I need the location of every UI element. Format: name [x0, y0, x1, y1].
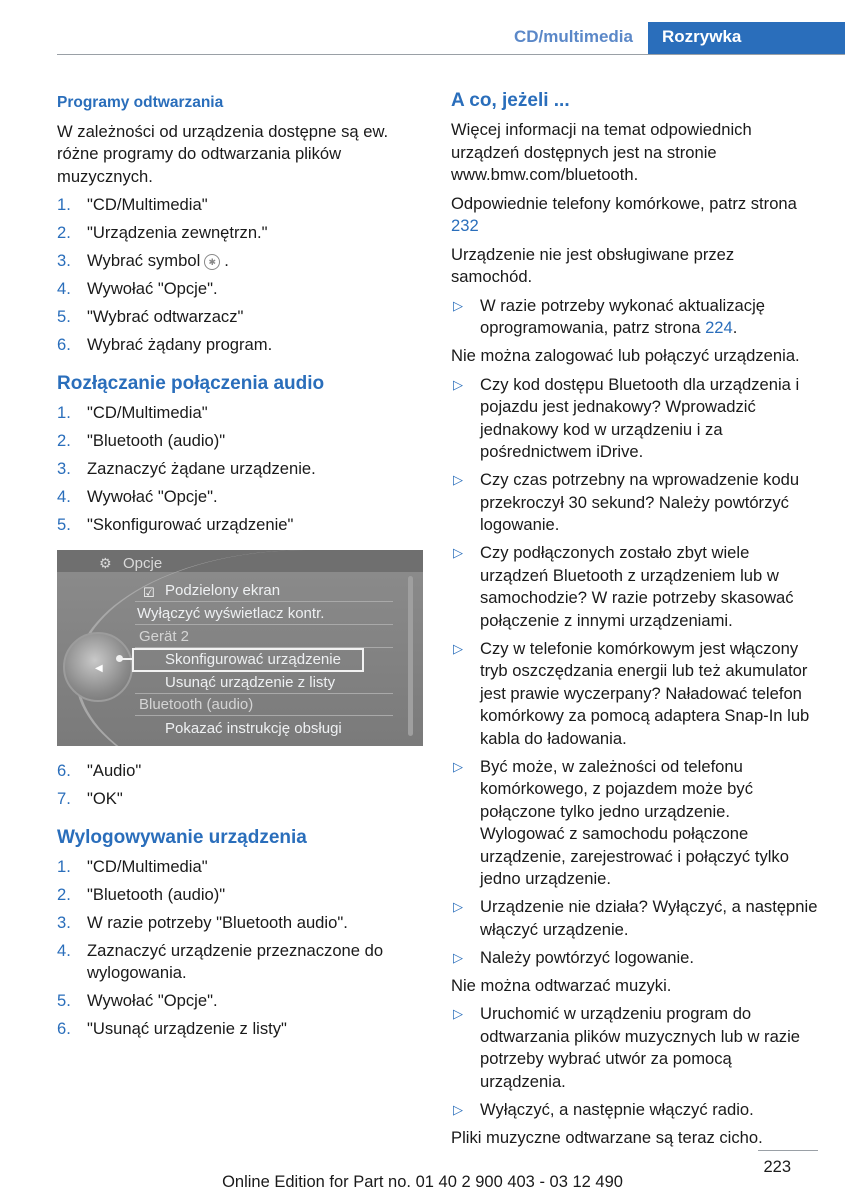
idrive-options-screenshot — [57, 550, 423, 746]
step-text: "Wybrać odtwarzacz" — [87, 307, 244, 326]
menu-item-configure-device: Skonfigurować urządzenie — [165, 651, 341, 668]
screen-title: Opcje — [123, 555, 163, 572]
options-gear-icon: ⚙ — [99, 555, 112, 571]
step-number: 7. — [57, 789, 71, 808]
phones-paragraph — [451, 193, 819, 238]
music-bullets — [451, 1003, 819, 1121]
list-item — [57, 222, 425, 245]
step-number: 4. — [57, 279, 71, 298]
step-text: "CD/Multimedia" — [87, 195, 208, 214]
step-number: 4. — [57, 940, 71, 960]
step-suffix: . — [224, 251, 229, 270]
step-text: Zaznaczyć żądane urządzenie. — [87, 458, 316, 478]
list-item — [57, 788, 425, 811]
step-text: "CD/Multimedia" — [87, 856, 208, 876]
page-number: 223 — [763, 1158, 791, 1176]
disconnect-steps — [57, 402, 425, 537]
troubleshooting-heading: A co, jeżeli ... — [451, 90, 570, 111]
step-text: "Skonfigurować urządzenie" — [87, 514, 294, 534]
menu-item-display-off: Wyłączyć wyświetlacz kontr. — [137, 605, 325, 622]
page-header — [0, 0, 845, 56]
list-item — [57, 458, 425, 481]
left-column — [57, 88, 425, 1046]
list-item — [57, 194, 425, 217]
triangle-right-icon: ▷ — [453, 640, 463, 656]
checkbox-checked-icon: ☑ — [143, 585, 155, 600]
header-rule — [57, 54, 845, 55]
list-item — [57, 990, 425, 1013]
step-number: 6. — [57, 1019, 71, 1038]
bullet-text: Urządzenie nie działa? Wyłączyć, a następnie włączyć urządzenie. — [480, 897, 818, 939]
info-paragraph: Więcej informacji na temat odpowiednich urządzeń dostępnych jest na stronie www.bmw.com/bluetooth. — [451, 120, 752, 184]
step-number: 1. — [57, 402, 71, 422]
triangle-right-icon: ▷ — [453, 297, 463, 313]
bullet-text: Należy powtórzyć logowanie. — [480, 947, 694, 967]
bullet-text: Być może, w zależności od telefonu komórkowego, z pojazdem może być połączone tylko jedno urządzenie. Wylogować z samochodu połączone urządzenie, zarejestrować i połączyć tylko jedno urządzenie. — [480, 756, 789, 888]
step-number: 2. — [57, 884, 71, 904]
step-number: 5. — [57, 514, 71, 534]
step-text: "Audio" — [87, 761, 142, 780]
list-item — [451, 1099, 819, 1122]
list-item — [451, 896, 819, 941]
bullet-text: Czy podłączonych zostało zbyt wiele urządzeń Bluetooth z urządzeniem lub w samochodzie? W razie potrzeby skasować połączenie z innymi urządzeniami. — [480, 543, 794, 630]
step-number: 3. — [57, 458, 71, 478]
connect-bullets — [451, 374, 819, 970]
step-number: 5. — [57, 991, 71, 1010]
step-number: 1. — [57, 856, 71, 876]
list-item — [57, 760, 425, 783]
phones-text: Odpowiednie telefony komórkowe, patrz strona — [451, 193, 797, 213]
step-text: Wybrać symbol — [87, 251, 201, 270]
controller-knob-icon — [63, 632, 133, 702]
list-item — [451, 295, 819, 340]
step-text: "Bluetooth (audio)" — [87, 884, 226, 904]
menu-item-show-manual: Pokazać instrukcję obsługi — [165, 720, 342, 737]
programs-intro: W zależności od urządzenia dostępne są ew. różne programy do odtwarzania plików muzycznych. — [57, 121, 389, 186]
step-text: "OK" — [87, 789, 123, 808]
page-link-232[interactable]: 232 — [451, 216, 479, 235]
no-music-paragraph: Nie można odtwarzać muzyki. — [451, 975, 672, 995]
list-item — [57, 856, 425, 879]
list-item — [57, 486, 425, 509]
step-text: Wybrać żądany program. — [87, 335, 273, 354]
list-item — [451, 542, 819, 632]
triangle-right-icon: ▷ — [453, 472, 463, 487]
selection-pointer-line — [120, 658, 132, 660]
step-number: 6. — [57, 335, 71, 354]
unsupported-bullets — [451, 295, 819, 340]
screen-scrollbar — [408, 576, 413, 736]
bullet-text: Czy kod dostępu Bluetooth dla urządzenia i pojazdu jest jednakowy? Wprowadzić jednakowy kod w urządzeniu i za pośrednictwem iDrive. — [480, 374, 800, 461]
list-item — [57, 940, 425, 985]
step-number: 6. — [57, 761, 71, 780]
footer-rule — [758, 1150, 818, 1151]
bullet-text: Uruchomić w urządzeniu program do odtwarzania plików muzycznych lub w razie potrzeby wybrać utwór za pomocą urządzenia. — [480, 1004, 801, 1091]
left-arrow-icon: ◀ — [95, 663, 103, 674]
footer-edition: Online Edition for Part no. 01 40 2 900 403 - 03 12 490 — [222, 1173, 623, 1191]
list-item — [57, 884, 425, 907]
list-item — [451, 638, 819, 751]
devices-symbol-icon: ✱ — [204, 254, 220, 270]
list-item — [451, 1003, 819, 1093]
programs-heading: Programy odtwarzania — [57, 94, 224, 111]
divider — [135, 715, 393, 716]
step-number: 4. — [57, 486, 71, 506]
bullet-suffix: . — [732, 318, 738, 337]
triangle-right-icon: ▷ — [453, 545, 463, 560]
list-item — [57, 1018, 425, 1041]
disconnect-heading: Rozłączanie połączenia audio — [57, 372, 325, 394]
step-number: 5. — [57, 307, 71, 326]
cannot-connect-paragraph: Nie można zalogować lub połączyć urządzenia. — [451, 346, 800, 365]
list-item — [57, 514, 425, 537]
step-number: 3. — [57, 251, 71, 270]
triangle-right-icon: ▷ — [453, 376, 463, 392]
step-text: Zaznaczyć urządzenie przeznaczone do wylogowania. — [87, 940, 384, 982]
list-item — [57, 334, 425, 357]
right-column — [451, 88, 819, 1155]
bullet-text: Czy czas potrzebny na wprowadzenie kodu przekroczył 30 sekund? Należy powtórzyć logowanie. — [480, 470, 800, 534]
triangle-right-icon: ▷ — [453, 758, 463, 774]
triangle-right-icon: ▷ — [453, 1101, 463, 1117]
bullet-text: Czy w telefonie komórkowym jest włączony tryb oszczędzania energii lub też akumulator jest prawie wyczerpany? Naładować telefon komórkowy za pomocą adaptera Snap-In lub kabla do ładowania. — [480, 638, 810, 748]
list-item — [57, 306, 425, 329]
bullet-text: Wyłączyć, a następnie włączyć radio. — [480, 1099, 754, 1119]
menu-group-device: Gerät 2 — [139, 628, 190, 645]
list-item — [57, 430, 425, 453]
list-item — [57, 278, 425, 301]
list-item — [57, 250, 425, 273]
step-text: "Usunąć urządzenie z listy" — [87, 1019, 287, 1038]
step-text: W razie potrzeby "Bluetooth audio". — [87, 912, 348, 932]
disconnect-steps-continued — [57, 760, 425, 811]
step-number: 1. — [57, 195, 71, 214]
step-text: Wywołać "Opcje". — [87, 279, 218, 298]
chapter-tab: Rozrywka — [648, 22, 845, 55]
list-item — [451, 947, 819, 970]
step-number: 3. — [57, 912, 71, 932]
step-text: Wywołać "Opcje". — [87, 991, 218, 1010]
step-number: 2. — [57, 430, 71, 450]
step-text: "Bluetooth (audio)" — [87, 430, 226, 450]
menu-item-split-screen: Podzielony ekran — [165, 582, 281, 599]
divider — [135, 601, 393, 602]
step-text: Wywołać "Opcje". — [87, 486, 218, 506]
list-item — [451, 469, 819, 537]
page-link-224[interactable]: 224 — [705, 318, 733, 337]
menu-group-bluetooth: Bluetooth (audio) — [139, 696, 254, 713]
list-item — [451, 374, 819, 464]
unsupported-paragraph: Urządzenie nie jest obsługiwane przez samochód. — [451, 244, 735, 286]
triangle-right-icon: ▷ — [453, 899, 463, 914]
list-item — [451, 756, 819, 891]
divider — [135, 624, 393, 625]
logout-heading: Wylogowywanie urządzenia — [57, 826, 307, 848]
list-item — [57, 912, 425, 935]
logout-steps — [57, 856, 425, 1041]
quiet-paragraph: Pliki muzyczne odtwarzane są teraz cicho. — [451, 1127, 763, 1147]
step-text: "CD/Multimedia" — [87, 402, 208, 422]
section-title: CD/multimedia — [513, 27, 633, 46]
triangle-right-icon: ▷ — [453, 949, 463, 965]
bullet-text: W razie potrzeby wykonać aktualizację oprogramowania, patrz strona — [480, 295, 765, 337]
step-number: 2. — [57, 223, 71, 242]
menu-item-remove-device: Usunąć urządzenie z listy — [165, 674, 336, 691]
programs-steps — [57, 194, 425, 357]
step-text: "Urządzenia zewnętrzn." — [87, 223, 268, 242]
triangle-right-icon: ▷ — [453, 1006, 463, 1021]
list-item — [57, 402, 425, 425]
